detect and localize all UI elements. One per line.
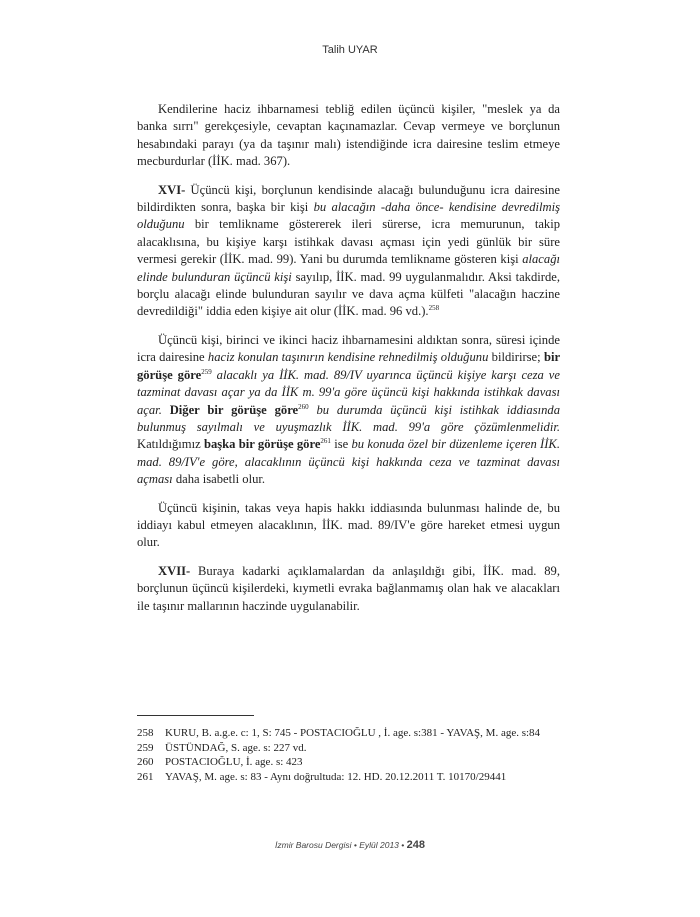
text-run: sayılıp, İİK. mad. 99 uygulanmalıdır. Aksi takdirde, borçlu alacağı elinde bulunduran sayılır ve dava açma külfeti "alacağın haczine devredildiği" iddia eden kişiye ait olur (İİK. mad. 96 vd.). [137, 269, 560, 319]
footnote-ref: 258 [428, 304, 440, 313]
text-run: Diğer bir görüşe göre [169, 402, 299, 417]
footnote-item [137, 726, 560, 741]
paragraph [137, 332, 560, 489]
text-run: Üçüncü kişinin, takas veya hapis hakkı iddiasında bulunması halinde de, bu iddiayı kabul etmeyen alacaklının, İİK. mad. 89/IV'e göre hareket etmesi uygun olur. [137, 500, 560, 550]
text-run: Üçüncü kişi, birinci ve ikinci haciz ihbarnamesini aldıktan sonra, süresi içinde icra dairesine [137, 332, 560, 365]
footnote-number: 261 [137, 770, 154, 783]
text-run: bu durumda üçüncü kişi istihkak iddiasında bulunmuş sayılmalı ve uyuşmazlık İİK. mad. 99'a göre çözümlenmelidir. [137, 402, 560, 434]
text-run: bu alacağın -daha önce- kendisine devredilmiş olduğunu [137, 200, 560, 232]
footnote-text: POSTACIOĞLU, İ. age. s: 423 [165, 756, 303, 768]
footnote-divider [137, 715, 254, 716]
text-run: Buraya kadarki açıklamalardan da anlaşıldığı gibi, İİK. mad. 89, borçlunun üçüncü kişilerdeki, kıymetli evraka bağlanmamış olan hak ve alacakları ile taşınır mallarının haczinde uygulanabilir. [137, 563, 560, 613]
text-run: bir görüşe göre [137, 350, 561, 382]
footnote-text: KURU, B. a.g.e. c: 1, S: 745 - POSTACIOĞLU , İ. age. s:381 - YAVAŞ, M. age. s:84 [165, 727, 541, 739]
paragraph [137, 500, 560, 552]
footnote-item [137, 755, 560, 770]
page-footer [0, 839, 700, 851]
footnote-item [137, 741, 560, 756]
text-run: alacaklı ya İİK. mad. 89/IV uyarınca üçüncü kişiye karşı ceza ve tazminat davası açar ya da İİK m. 99'a göre üçüncü kişi hakkında istihkak davası açar. [137, 367, 560, 417]
body-text [137, 101, 560, 626]
paragraph [137, 101, 560, 171]
running-header: Talih UYAR [322, 44, 378, 56]
footnote-number: 260 [137, 756, 154, 768]
footnote-text: YAVAŞ, M. age. s: 83 - Aynı doğrultuda: 12. HD. 20.12.2011 T. 10170/29441 [165, 770, 507, 783]
text-run: daha isabetli olur. [172, 472, 266, 487]
footnote-ref: 260 [298, 402, 309, 411]
text-run: alacağı elinde bulunduran üçüncü kişi [137, 252, 560, 284]
footnote-ref: 259 [201, 367, 212, 376]
footnote-text: ÜSTÜNDAĞ, S. age. s: 227 vd. [165, 741, 307, 754]
paragraph [137, 182, 560, 321]
footnote-item [137, 770, 560, 785]
paragraph [137, 563, 560, 615]
text-run: başka bir görüşe göre [203, 437, 321, 452]
text-run: XVI- [158, 182, 186, 197]
page-number: 248 [406, 839, 425, 851]
text-run: Katıldığımız [137, 437, 204, 452]
text-run: bir temlikname göstererek ileri sürerse, icra memurunun, takip alacaklısına, bu kişiye karşı istihkak davası açması için yedi günlük bir süre vermesi gerekir (İİK. mad. 99). Yani bu durumda temlikname gösteren kişi [137, 217, 560, 267]
footnotes [137, 726, 560, 784]
footnote-number: 258 [137, 727, 154, 739]
text-run: Kendilerine haciz ihbarnamesi tebliğ edilen üçüncü kişiler, "meslek ya da banka sırrı" gerekçesiyle, cevaptan kaçınamazlar. Cevap vermeye ve borçlunun hesabındaki parayı (ya da taşınır malı) istendiğinde icra dairesine teslim etmeye mecburdurlar (İİK. mad. 367). [137, 102, 560, 169]
footnote-number: 259 [137, 741, 154, 754]
footnote-ref: 261 [320, 437, 331, 446]
journal-name: İzmir Barosu Dergisi • Eylül 2013 • [275, 840, 405, 850]
text-run: XVII- [158, 563, 191, 578]
text-run: Üçüncü kişi, borçlunun kendisinde alacağı bulunduğunu icra dairesine bildirdikten sonra, başka bir kişi [137, 182, 560, 215]
text-run: ise [330, 437, 352, 452]
text-run: bu konuda özel bir düzenleme içeren İİK. mad. 89/IV'e göre, alacaklının üçüncü kişi hakkında ceza ve tazminat davası açması [137, 437, 560, 487]
text-run: haciz konulan taşınırın kendisine rehnedilmiş olduğunu [207, 350, 489, 365]
text-run [162, 403, 170, 417]
text-run: bildirirse; [488, 350, 544, 365]
